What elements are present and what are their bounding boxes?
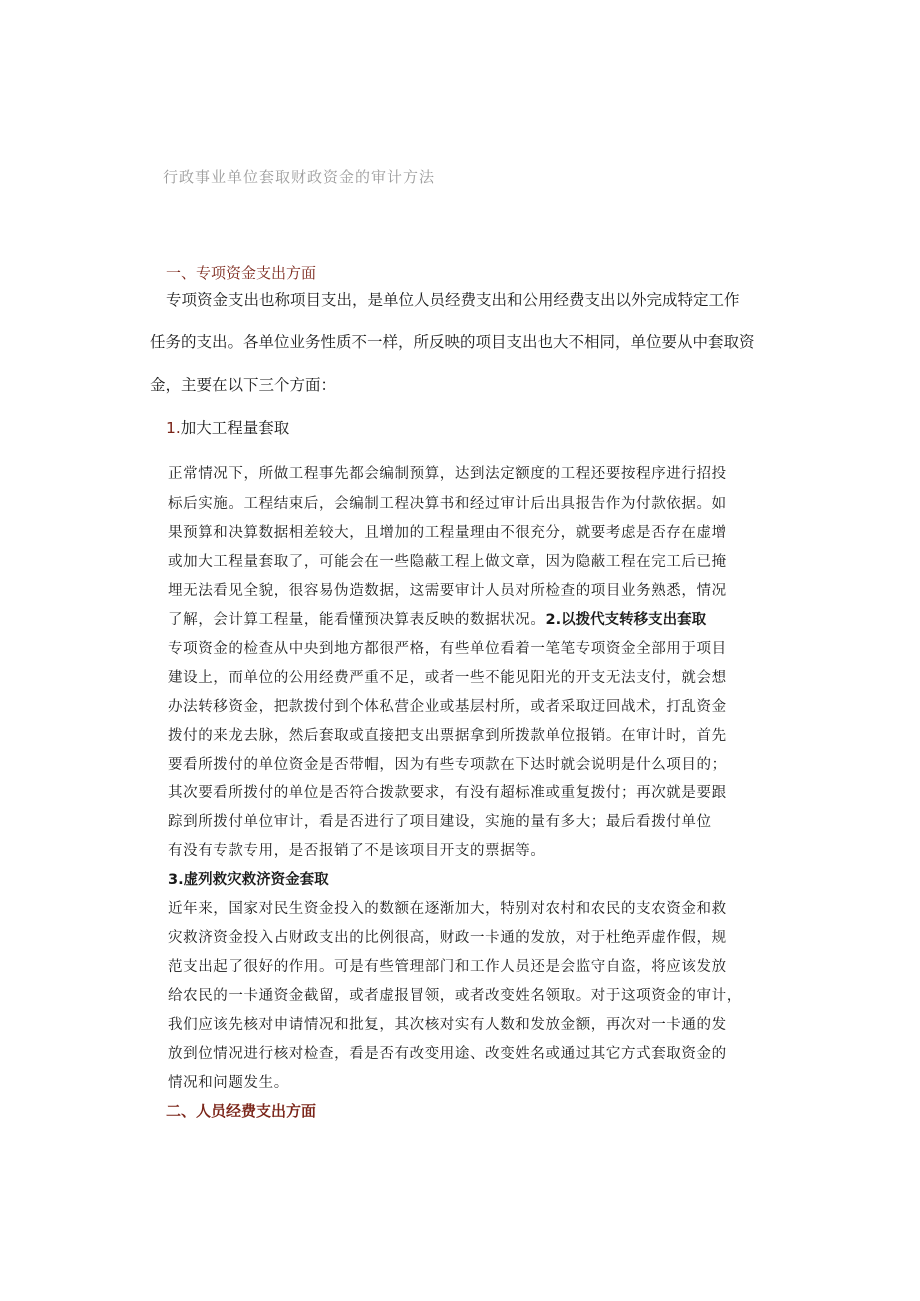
body-line: 建设上，而单位的公用经费严重不足，或者一些不能见阳光的开支无法支付，就会想 xyxy=(168,670,727,686)
intro-line: 任务的支出。各单位业务性质不一样，所反映的项目支出也大不相同，单位要从中套取资 xyxy=(150,333,755,351)
subheading-2: 2.以拨代支转移支出套取 xyxy=(545,612,707,628)
body-line: 灾救济资金投入占财政支出的比例很高，财政一卡通的发放，对于杜绝弄虚作假，规 xyxy=(168,930,727,946)
intro-line: 金，主要在以下三个方面： xyxy=(150,376,337,394)
page-title: 行政事业单位套取财政资金的审计方法 xyxy=(163,168,436,186)
body-line: 放到位情况进行核对检查，看是否有改变用途、改变姓名或通过其它方式套取资金的 xyxy=(168,1046,727,1062)
body-line: 踪到所拨付单位审计，看是否进行了项目建设，实施的量有多大；最后看拨付单位 xyxy=(168,814,712,830)
intro-line: 专项资金支出也称项目支出，是单位人员经费支出和公用经费支出以外完成特定工作 xyxy=(166,291,740,309)
body-line: 范支出起了很好的作用。可是有些管理部门和工作人员还是会监守自盗，将应该发放 xyxy=(168,959,727,975)
body-text: 了解，会计算工程量，能看懂预决算表反映的数据状况。 xyxy=(168,612,546,628)
body-line: 有没有专款专用，是否报销了不是该项目开支的票据等。 xyxy=(168,843,546,859)
body-line: 埋无法看见全貌，很容易伪造数据，这需要审计人员对所检查的项目业务熟悉，情况 xyxy=(168,583,727,599)
subheading-1 xyxy=(166,416,289,438)
body-line: 标后实施。工程结束后，会编制工程决算书和经过审计后出具报告作为付款依据。如 xyxy=(168,496,727,512)
body-line: 专项资金的检查从中央到地方都很严格，有些单位看着一笔笔专项资金全部用于项目 xyxy=(168,641,727,657)
subheading-3: 3.虚列救灾救济资金套取 xyxy=(168,872,329,888)
body-line: 给农民的一卡通资金截留，或者虚报冒领，或者改变姓名领取。对于这项资金的审计， xyxy=(168,988,742,1004)
body-line: 办法转移资金，把款拨付到个体私营企业或基层村所，或者采取迂回战术，打乱资金 xyxy=(168,699,727,715)
subheading-number: 1. xyxy=(166,419,181,437)
body-line-with-heading xyxy=(168,608,706,629)
body-line: 其次要看所拨付的单位是否符合拨款要求，有没有超标准或重复拨付；再次就是要跟 xyxy=(168,785,727,801)
section-heading-personnel: 二、人员经费支出方面 xyxy=(166,1102,317,1120)
body-line: 果预算和决算数据相差较大，且增加的工程量理由不很充分，就要考虑是否存在虚增 xyxy=(168,525,727,541)
body-line: 情况和问题发生。 xyxy=(168,1075,289,1091)
body-line: 近年来，国家对民生资金投入的数额在逐渐加大，特别对农村和农民的支农资金和救 xyxy=(168,901,727,917)
section-heading-special-funds: 一、专项资金支出方面 xyxy=(166,264,317,282)
body-line: 正常情况下，所做工程事先都会编制预算，达到法定额度的工程还要按程序进行招投 xyxy=(168,466,727,482)
body-line: 我们应该先核对申请情况和批复，其次核对实有人数和发放金额，再次对一卡通的发 xyxy=(168,1017,727,1033)
body-line: 或加大工程量套取了，可能会在一些隐蔽工程上做文章，因为隐蔽工程在完工后已掩 xyxy=(168,554,727,570)
body-line: 要看所拨付的单位资金是否带帽，因为有些专项款在下达时就会说明是什么项目的； xyxy=(168,757,727,773)
body-line: 拨付的来龙去脉，然后套取或直接把支出票据拿到所拨款单位报销。在审计时，首先 xyxy=(168,728,727,744)
subheading-title: 加大工程量套取 xyxy=(180,419,290,437)
